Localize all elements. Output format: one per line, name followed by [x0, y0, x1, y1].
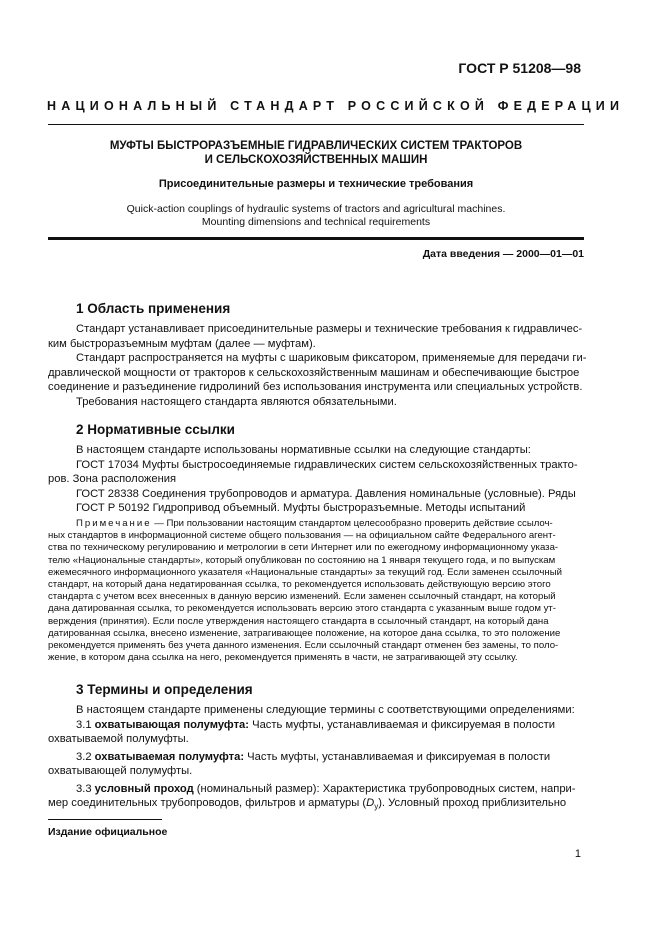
text-line	[48, 796, 584, 815]
note-line: рекомендуется применять без учета данного изменения. Если ссылочный стандарт отменен без замены, то поло-	[48, 640, 559, 652]
document-code: ГОСТ Р 51208—98	[458, 60, 581, 76]
title-ru-line: И СЕЛЬСКОХОЗЯЙСТВЕННЫХ МАШИН	[204, 154, 428, 166]
national-standard-banner: НАЦИОНАЛЬНЫЙ СТАНДАРТ РОССИЙСКОЙ ФЕДЕРАЦИИ	[47, 99, 625, 113]
note-line: дана датированная ссылка, то рекомендуется использовать версию этого стандарта с указанным выше годом ут-	[48, 603, 557, 615]
note-line: телю «Национальные стандарты», который опубликован по состоянию на 1 января текущего года, и по выпускам	[48, 554, 556, 566]
term-definition: (номинальный размер): Характеристика трубопроводных систем, напри-	[196, 782, 576, 795]
title-divider	[48, 237, 584, 240]
note-line: стандарта с учетом всех внесенных в данную версию изменений. Если заменен ссылочный стандарт, на который	[48, 591, 556, 603]
note-text: — При пользовании настоящим стандартом целесообразно проверить действие ссылоч-	[151, 518, 553, 529]
title-en-line: Mounting dimensions and technical requirements	[201, 216, 431, 228]
note-line: верждения (принятия). Если после утверждения настоящего стандарта в ссылочный стандарт, на который дана	[48, 615, 549, 627]
term-number: 3.1	[76, 718, 92, 731]
note-line: стандарт, на который дана недатированная ссылка, то рекомендуется использовать действующую версию этого	[48, 579, 551, 591]
section-3-heading: 3 Термины и определения	[76, 682, 253, 697]
note-line	[48, 518, 584, 530]
text-line: Требования настоящего стандарта являются обязательными.	[76, 395, 397, 408]
text-line: ГОСТ 28338 Соединения трубопроводов и арматура. Давления номинальные (условные). Ряды	[76, 487, 576, 500]
text-line: охватывающей полумуфты.	[48, 765, 193, 777]
section-2-body	[48, 443, 584, 516]
note-label: Примечание	[76, 518, 152, 529]
text-line: ГОСТ Р 50192 Гидропривод объемный. Муфты быстроразъемные. Методы испытаний	[76, 502, 526, 514]
term-3-2-line	[48, 750, 584, 765]
note-line: датированная ссылка, внесено изменение, затрагивающее положение, на которое дана ссылка, то это положение	[48, 627, 561, 639]
section-3-body	[48, 703, 584, 815]
section-1-body	[48, 322, 587, 409]
section-2-note	[48, 518, 584, 664]
section-2-heading: 2 Нормативные ссылки	[76, 422, 235, 437]
term-name: условный проход	[94, 782, 194, 795]
text-line: В настоящем стандарте применены следующие термины с соответствующими определениями:	[76, 704, 575, 716]
title-en-line: Quick-action couplings of hydraulic systems of tractors and agricultural machines.	[126, 203, 506, 215]
text-line: дравлической мощности от тракторов к сельскохозяйственным машинам и обеспечивающие быстрое	[48, 366, 580, 379]
text-line: ГОСТ 17034 Муфты быстросоединяемые гидравлических систем сельскохозяйственных тракто-	[76, 458, 578, 471]
term-definition: Часть муфты, устанавливаемая и фиксируемая в полости	[252, 718, 556, 731]
term-number: 3.3	[76, 782, 92, 795]
text-line: ров. Зона расположения	[48, 473, 177, 485]
document-subtitle-ru: Присоединительные размеры и технические требования	[158, 178, 474, 190]
symbol-subscript: у	[374, 802, 379, 812]
text-line: Стандарт устанавливает присоединительные размеры и технические требования к гидравличес-	[76, 323, 583, 335]
term-name: охватываемая полумуфта:	[94, 750, 245, 763]
header-divider	[48, 124, 584, 125]
note-line: жение, в котором дана ссылка на него, рекомендуется применять в части, не затрагивающей эту ссылку.	[48, 652, 518, 664]
footer-divider	[48, 819, 162, 820]
term-3-3-line	[48, 782, 584, 797]
section-1-heading: 1 Область применения	[76, 301, 231, 316]
symbol: D	[366, 797, 375, 809]
text-line: Стандарт распространяется на муфты с шариковым фиксатором, применяемые для передачи ги-	[76, 352, 587, 364]
term-3-1-line	[48, 718, 584, 733]
text-line: ким быстроразъемным муфтам (далее — муфтам).	[48, 337, 316, 350]
text-fragment: ). Условный проход приблизительно	[378, 797, 567, 809]
document-title-ru	[48, 139, 584, 167]
text-line: В настоящем стандарте использованы нормативные ссылки на следующие стандарты:	[76, 444, 531, 456]
term-definition: Часть муфты, устанавливаемая и фиксируемая в полости	[247, 750, 551, 763]
note-line: ства по техническому регулированию и метрологии в сети Интернет или по ежегодному информационному указа-	[48, 542, 559, 554]
official-edition-label: Издание официальное	[48, 826, 168, 838]
note-line: ежемесячного информационного указателя «Национальные стандарты» за текущий год. Если заменен ссылочный	[48, 566, 562, 578]
text-line: соединение и разъединение гидролиний без использования инструмента или специальных устройств.	[48, 381, 583, 393]
page-number: 1	[574, 848, 581, 860]
title-ru-line: МУФТЫ БЫСТРОРАЗЪЕМНЫЕ ГИДРАВЛИЧЕСКИХ СИСТЕМ ТРАКТОРОВ	[109, 140, 523, 152]
document-title-en	[48, 203, 584, 229]
introduction-date: Дата введения — 2000—01—01	[422, 248, 584, 260]
note-line: ных стандартов в информационной системе общего пользования — на официальном сайте Федерального агент-	[48, 530, 556, 542]
term-name: охватывающая полумуфта:	[94, 718, 249, 731]
term-number: 3.2	[76, 750, 92, 763]
text-fragment: мер соединительных трубопроводов, фильтров и арматуры (	[48, 797, 367, 809]
text-line: охватываемой полумуфты.	[48, 733, 189, 745]
